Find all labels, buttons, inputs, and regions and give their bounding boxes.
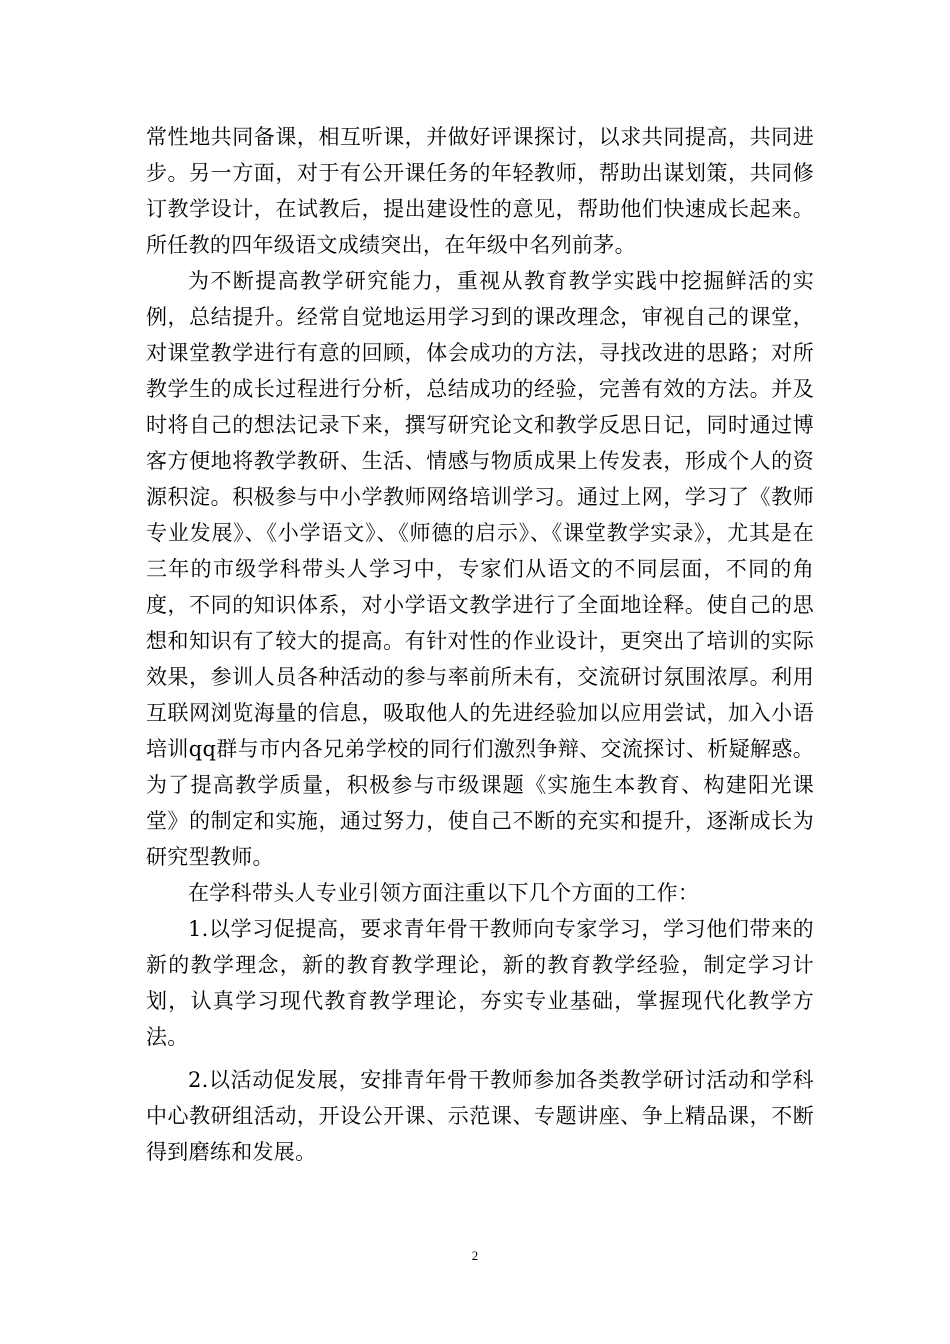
- paragraph-leadership-intro: 在学科带头人专业引领方面注重以下几个方面的工作：: [188, 881, 700, 905]
- page-number: 2: [471, 1248, 479, 1263]
- list-item-activity: 2.以活动促发展，安排青年骨干教师参加各类教学研讨活动和学科中心教研组活动，开设公开课、示范课、专题讲座、争上精品课，不断得到磨练和发展。: [146, 1068, 814, 1164]
- paragraph-research: 为不断提高教学研究能力，重视从教育教学实践中挖掘鲜活的实例，总结提升。经常自觉地运用学习到的课改理念，审视自己的课堂，对课堂教学进行有意的回顾，体会成功的方法，寻找改进的思路；对所教学生的成长过程进行分析，总结成功的经验，完善有效的方法。并及时将自己的想法记录下来，撰写研究论文和教学反思日记，同时通过博客方便地将教学教研、生活、情感与物质成果上传发表，形成个人的资源积淀。积极参与中小学教师网络培训学习。通过上网，学习了《教师专业发展》、《小学语文》、《师德的启示》、《课堂教学实录》，尤其是在三年的市级学科带头人学习中，专家们从语文的不同层面，不同的角度，不同的知识体系，对小学语文教学进行了全面地诠释。使自己的思想和知识有了较大的提高。有针对性的作业设计，更突出了培训的实际效果，参训人员各种活动的参与率前所未有，交流研讨氛围浓厚。利用互联网浏览海量的信息，吸取他人的先进经验加以应用尝试，加入小语培训qq群与市内各兄弟学校的同行们激烈争辩、交流探讨、析疑解惑。为了提高教学质量，积极参与市级课题《实施生本教育、构建阳光课堂》的制定和实施，通过努力，使自己不断的充实和提升，逐渐成长为研究型教师。: [146, 269, 814, 869]
- paragraph-continuation: 常性地共同备课，相互听课，并做好评课探讨，以求共同提高，共同进步。另一方面，对于有公开课任务的年轻教师，帮助出谋划策，共同修订教学设计，在试教后，提出建设性的意见，帮助他们快速成长起来。所任教的四年级语文成绩突出，在年级中名列前茅。: [146, 125, 814, 257]
- document-body: [146, 119, 814, 1170]
- list-item-study: 1.以学习促提高，要求青年骨干教师向专家学习，学习他们带来的新的教学理念，新的教育教学理论，新的教育教学经验，制定学习计划，认真学习现代教育教学理论，夯实专业基础，掌握现代化教学方法。: [146, 917, 814, 1049]
